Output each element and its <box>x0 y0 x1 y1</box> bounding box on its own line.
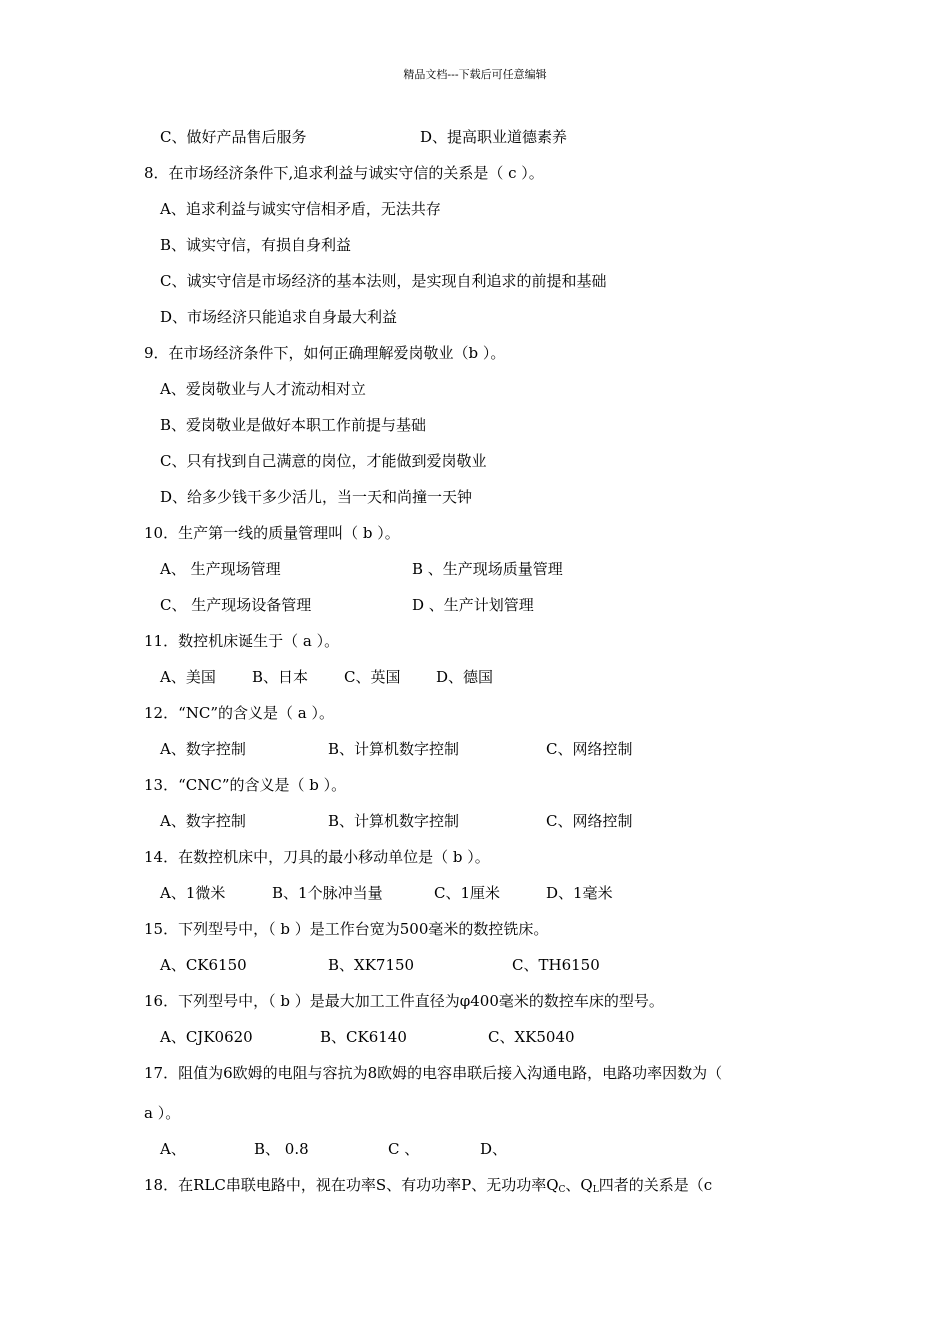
option-text: B 、生产现场质量管理 <box>412 560 563 578</box>
option-text: A、美国 <box>160 668 216 686</box>
question-text: 11．数控机床诞生于（ a ）。 <box>144 632 340 650</box>
option-text: B、诚实守信，有损自身利益 <box>160 236 352 254</box>
option-text: C、网络控制 <box>546 740 633 758</box>
option-text: B、计算机数字控制 <box>328 812 460 830</box>
option-text: C、只有找到自己满意的岗位，才能做到爱岗敬业 <box>160 452 487 470</box>
q18-subscript-c: C <box>558 1185 566 1195</box>
option-text: B、计算机数字控制 <box>328 740 460 758</box>
option-text: D、市场经济只能追求自身最大利益 <box>160 308 398 326</box>
option-text: A、爱岗敬业与人才流动相对立 <box>160 380 366 398</box>
option-text: B、XK7150 <box>328 956 415 974</box>
option-text: A、 <box>160 1140 186 1158</box>
q18-text-a: 18．在RLC串联电路中，视在功率S、有功功率P、无功功率Q <box>144 1176 559 1194</box>
option-text: D、提高职业道德素养 <box>420 128 568 146</box>
option-text: D、1毫米 <box>546 884 613 902</box>
question-text: 14．在数控机床中，刀具的最小移动单位是（ b ）。 <box>144 848 490 866</box>
option-text: B、 0.8 <box>254 1140 309 1158</box>
option-text: B、日本 <box>252 668 309 686</box>
option-text: D、给多少钱干多少活儿，当一天和尚撞一天钟 <box>160 488 473 506</box>
option-text: A、CJK0620 <box>160 1028 253 1046</box>
option-text: A、数字控制 <box>160 740 246 758</box>
q18-text-c: 四者的关系是（c <box>598 1176 713 1194</box>
q18-text-b: 、Q <box>565 1176 593 1194</box>
option-text: A、 生产现场管理 <box>160 560 281 578</box>
question-text: a ）。 <box>144 1104 181 1122</box>
option-text: C、英国 <box>344 668 401 686</box>
option-text: A、1微米 <box>160 884 226 902</box>
option-text: A、数字控制 <box>160 812 246 830</box>
option-text: C、XK5040 <box>488 1028 575 1046</box>
option-text: C、1厘米 <box>434 884 501 902</box>
option-text: C、诚实守信是市场经济的基本法则，是实现自利追求的前提和基础 <box>160 272 607 290</box>
question-text: 12．“NC”的含义是（ a ）。 <box>144 704 335 722</box>
option-text: C、做好产品售后服务 <box>160 128 307 146</box>
question-text: 10．生产第一线的质量管理叫（ b ）。 <box>144 524 400 542</box>
q18-subscript-l: L <box>592 1185 599 1195</box>
option-text: D、德国 <box>436 668 494 686</box>
question-text: 16．下列型号中，（ b ）是最大加工工件直径为φ400毫米的数控车床的型号。 <box>144 992 664 1010</box>
option-text: B、爱岗敬业是做好本职工作前提与基础 <box>160 416 427 434</box>
option-text: A、追求利益与诚实守信相矛盾，无法共存 <box>160 200 441 218</box>
question-text: 13．“CNC”的含义是（ b ）。 <box>144 776 347 794</box>
option-text: B、1个脉冲当量 <box>272 884 383 902</box>
question-text: 15．下列型号中，（ b ）是工作台宽为500毫米的数控铣床。 <box>144 920 549 938</box>
question-text: 8．在市场经济条件下,追求利益与诚实守信的关系是（ c ）。 <box>144 164 544 182</box>
question-text: 9．在市场经济条件下，如何正确理解爱岗敬业（b ）。 <box>144 344 506 362</box>
question-18 <box>144 1175 712 1200</box>
option-text: C、网络控制 <box>546 812 633 830</box>
option-text: C、 生产现场设备管理 <box>160 596 312 614</box>
option-text: D、 <box>480 1140 508 1158</box>
page-header: 精品文档---下载后可任意编辑 <box>403 68 547 81</box>
option-text: C、TH6150 <box>512 956 600 974</box>
option-text: D 、生产计划管理 <box>412 596 534 614</box>
option-text: C 、 <box>388 1140 420 1158</box>
option-text: A、CK6150 <box>160 956 247 974</box>
question-text: 17．阻值为6欧姆的电阻与容抗为8欧姆的电容串联后接入沟通电路，电路功率因数为（ <box>144 1064 723 1082</box>
option-text: B、CK6140 <box>320 1028 407 1046</box>
